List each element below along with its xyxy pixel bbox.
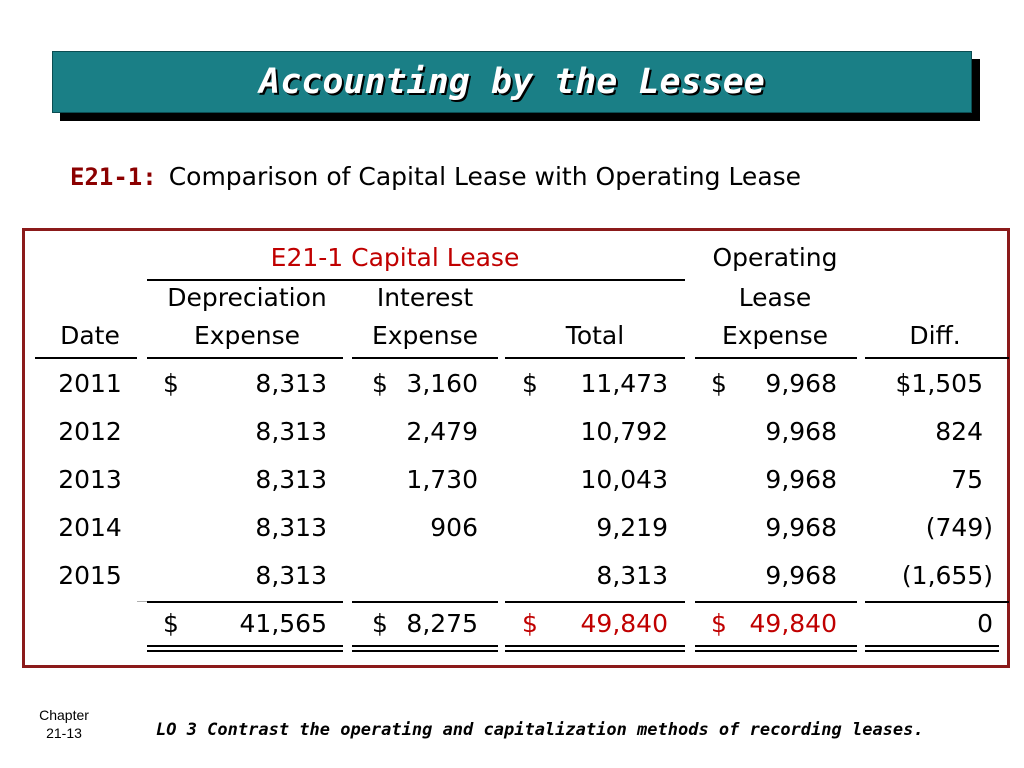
row-2011-operating-currency: $ <box>711 369 727 398</box>
double-line-interest-top <box>352 645 498 647</box>
chapter-label <box>32 706 96 742</box>
title-banner <box>52 51 972 113</box>
slide-title: Accounting by the Lessee <box>259 62 765 102</box>
row-2014-depreciation: 8,313 <box>255 513 327 542</box>
chapter-number: 21-13 <box>46 725 82 741</box>
row-2011-depreciation: 8,313 <box>255 369 327 398</box>
totals-interest-currency: $ <box>372 609 388 638</box>
row-2011-total: 11,473 <box>580 369 668 398</box>
header-date: Date <box>60 321 120 350</box>
header-interest-2: Expense <box>371 321 479 350</box>
subtotal-line-diff <box>865 601 1009 603</box>
exercise-subtitle <box>70 162 801 202</box>
double-line-depreciation-bottom <box>147 650 343 652</box>
header-underline-date <box>35 357 137 359</box>
row-2015-operating: 9,968 <box>765 561 837 590</box>
learning-objective: LO 3 Contrast the operating and capitalization methods of recording leases. <box>156 720 924 740</box>
header-interest-1: Interest <box>376 283 474 312</box>
double-line-operating-top <box>695 645 857 647</box>
row-2013-depreciation: 8,313 <box>255 465 327 494</box>
row-2012-total: 10,792 <box>580 417 668 446</box>
exercise-description: Comparison of Capital Lease with Operating Lease <box>168 162 802 191</box>
totals-depreciation: 41,565 <box>239 609 327 638</box>
double-line-depreciation-top <box>147 645 343 647</box>
double-line-diff-bottom <box>865 650 999 652</box>
group-header-underline <box>147 279 685 281</box>
row-2014-operating: 9,968 <box>765 513 837 542</box>
subtotal-line-total <box>505 601 685 603</box>
header-underline-diff <box>865 357 1009 359</box>
subtotal-line-stub <box>137 601 147 602</box>
row-2011-interest-currency: $ <box>372 369 388 398</box>
row-2012-diff: 824 <box>935 417 983 446</box>
subtotal-line-depreciation <box>147 601 343 603</box>
row-2011-date: 2011 <box>58 369 122 398</box>
header-underline-operating <box>695 357 857 359</box>
row-2011-interest: 3,160 <box>406 369 478 398</box>
row-2014-diff: (749) <box>925 513 993 542</box>
row-2011-diff: $1,505 <box>895 369 983 398</box>
header-depreciation-2: Expense <box>193 321 301 350</box>
totals-operating: 49,840 <box>749 609 837 638</box>
totals-total: 49,840 <box>580 609 668 638</box>
row-2015-date: 2015 <box>58 561 122 590</box>
subtotal-line-operating <box>695 601 857 603</box>
chapter-word: Chapter <box>39 707 89 723</box>
capital-lease-group-header: E21-1 Capital Lease <box>270 243 520 272</box>
row-2014-total: 9,219 <box>596 513 668 542</box>
header-underline-depreciation <box>147 357 343 359</box>
row-2013-interest: 1,730 <box>406 465 478 494</box>
subtotal-line-interest <box>352 601 498 603</box>
totals-operating-currency: $ <box>711 609 727 638</box>
row-2012-depreciation: 8,313 <box>255 417 327 446</box>
operating-header-line-1: Operating <box>712 243 838 272</box>
double-line-total-top <box>505 645 685 647</box>
row-2012-operating: 9,968 <box>765 417 837 446</box>
header-total: Total <box>565 321 625 350</box>
header-underline-total <box>505 357 685 359</box>
operating-header-line-2: Lease <box>738 283 812 312</box>
row-2012-date: 2012 <box>58 417 122 446</box>
row-2013-date: 2013 <box>58 465 122 494</box>
double-line-interest-bottom <box>352 650 498 652</box>
totals-diff: 0 <box>977 609 993 638</box>
row-2012-interest: 2,479 <box>406 417 478 446</box>
row-2011-total-currency: $ <box>522 369 538 398</box>
totals-interest: 8,275 <box>406 609 478 638</box>
double-line-operating-bottom <box>695 650 857 652</box>
double-line-total-bottom <box>505 650 685 652</box>
totals-total-currency: $ <box>522 609 538 638</box>
header-depreciation-1: Depreciation <box>167 283 327 312</box>
row-2015-total: 8,313 <box>596 561 668 590</box>
totals-depreciation-currency: $ <box>163 609 179 638</box>
double-line-diff-top <box>865 645 999 647</box>
lease-comparison-table <box>22 228 1010 668</box>
operating-header-line-3: Expense <box>721 321 829 350</box>
row-2014-interest: 906 <box>430 513 478 542</box>
row-2013-operating: 9,968 <box>765 465 837 494</box>
row-2015-diff: (1,655) <box>901 561 993 590</box>
row-2015-depreciation: 8,313 <box>255 561 327 590</box>
row-2011-depreciation-currency: $ <box>163 369 179 398</box>
header-diff: Diff. <box>909 321 961 350</box>
row-2014-date: 2014 <box>58 513 122 542</box>
header-underline-interest <box>352 357 498 359</box>
row-2013-diff: 75 <box>951 465 983 494</box>
exercise-code: E21-1: <box>70 163 157 191</box>
row-2013-total: 10,043 <box>580 465 668 494</box>
row-2011-operating: 9,968 <box>765 369 837 398</box>
